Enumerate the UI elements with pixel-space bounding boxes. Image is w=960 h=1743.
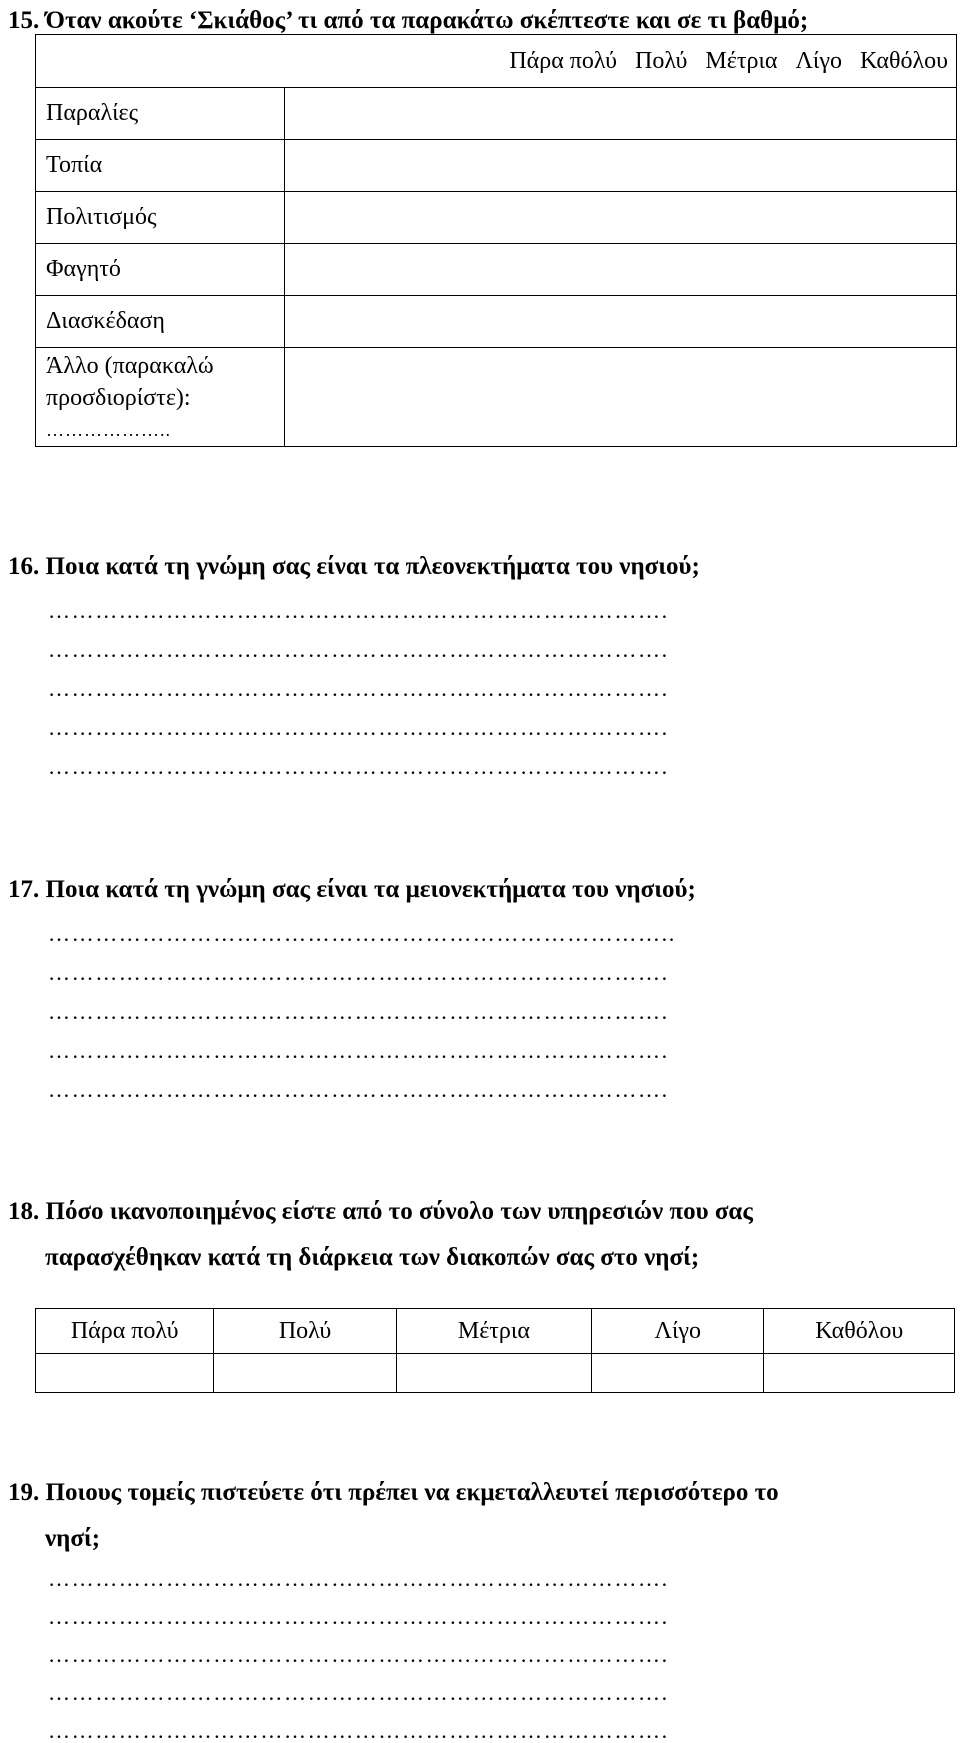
question-19-title [8, 1470, 950, 1562]
answer-cell[interactable] [764, 1354, 955, 1393]
answer-line[interactable]: ……………………………………………………………………. [48, 755, 669, 779]
question-16-text: 16. Ποια κατά τη γνώμη σας είναι τα πλεονεκτήματα του νησιού; [8, 553, 700, 580]
other-label-line-2: προσδιορίστε): [46, 385, 191, 411]
answer-cell[interactable] [285, 88, 957, 140]
table-row [36, 88, 957, 140]
row-label-entertainment: Διασκέδαση [36, 296, 285, 348]
answer-cell[interactable] [36, 1354, 214, 1393]
answer-line[interactable]: ……………………………………………………………………. [48, 677, 669, 701]
question-18-table [35, 1308, 955, 1393]
question-17-text: 17. Ποια κατά τη γνώμη σας είναι τα μειονεκτήματα του νησιού; [8, 876, 696, 903]
row-label-other [36, 348, 285, 447]
question-19-text-line-2: νησί; [45, 1525, 101, 1552]
scale-moderate: Μέτρια [396, 1309, 591, 1354]
question-15-table [35, 34, 957, 447]
scale-much: Πολύ [214, 1309, 396, 1354]
answer-line[interactable]: ……………………………………………………………………. [48, 1078, 669, 1102]
answer-line[interactable]: ……………………………………………………………………. [48, 1567, 669, 1591]
answer-line[interactable]: ……………………………………………………………………. [48, 1643, 669, 1667]
answer-line[interactable]: ……………………………………………………………………. [48, 716, 669, 740]
scale-little: Λίγο [795, 47, 842, 74]
question-18-text-line-1: 18. Πόσο ικανοποιημένος είστε από το σύνολο των υπηρεσιών που σας [8, 1198, 753, 1225]
table-row [36, 244, 957, 296]
scale-header [36, 35, 957, 88]
answer-cell[interactable] [285, 296, 957, 348]
row-label-landscapes: Τοπία [36, 140, 285, 192]
answer-cell[interactable] [396, 1354, 591, 1393]
answer-cell[interactable] [214, 1354, 396, 1393]
scale-much: Πολύ [635, 47, 688, 74]
table-row [36, 1354, 955, 1393]
answer-line[interactable]: ……………………………………………………………………. [48, 638, 669, 662]
scale-not-at-all: Καθόλου [859, 47, 948, 74]
answer-cell[interactable] [285, 244, 957, 296]
scale-little: Λίγο [592, 1309, 764, 1354]
question-18-text-line-2: παρασχέθηκαν κατά τη διάρκεια των διακοπών σας στο νησί; [45, 1244, 700, 1271]
answer-cell[interactable] [592, 1354, 764, 1393]
answer-line[interactable]: ……………………………………………………………………. [48, 961, 669, 985]
answer-cell[interactable] [285, 192, 957, 244]
question-18-title [8, 1189, 950, 1281]
answer-line[interactable]: ……………………………………………………………………. [48, 1039, 669, 1063]
answer-line[interactable]: …………………………………………………………………….. [48, 922, 676, 946]
scale-very-much: Πάρα πολύ [36, 1309, 214, 1354]
table-row [36, 348, 957, 447]
answer-line[interactable]: ……………………………………………………………………. [48, 1000, 669, 1024]
row-label-beaches: Παραλίες [36, 88, 285, 140]
table-row [36, 192, 957, 244]
answer-cell[interactable] [285, 348, 957, 447]
row-label-culture: Πολιτισμός [36, 192, 285, 244]
question-16-title [8, 548, 950, 586]
question-19-text-line-1: 19. Ποιους τομείς πιστεύετε ότι πρέπει να εκμεταλλευτεί περισσότερο το [8, 1479, 779, 1506]
answer-line[interactable]: ……………………………………………………………………. [48, 1681, 669, 1705]
answer-cell[interactable] [285, 140, 957, 192]
answer-line[interactable]: ……………………………………………………………………. [48, 599, 669, 623]
other-label-line-1: Άλλο (παρακαλώ [46, 353, 214, 379]
question-15-text: 15. Όταν ακούτε ‘Σκιάθος’ τι από τα παρακάτω σκέπτεστε και σε τι βαθμό; [8, 7, 809, 34]
table-row [36, 296, 957, 348]
other-fill-dots[interactable]: ……………….. [46, 420, 171, 440]
scale-very-much: Πάρα πολύ [509, 47, 617, 74]
scale-not-at-all: Καθόλου [764, 1309, 955, 1354]
answer-line[interactable]: ……………………………………………………………………. [48, 1719, 669, 1743]
table-row [36, 140, 957, 192]
answer-line[interactable]: ……………………………………………………………………. [48, 1605, 669, 1629]
scale-moderate: Μέτρια [705, 47, 778, 74]
table-row [36, 1309, 955, 1354]
question-17-title [8, 871, 950, 909]
row-label-food: Φαγητό [36, 244, 285, 296]
